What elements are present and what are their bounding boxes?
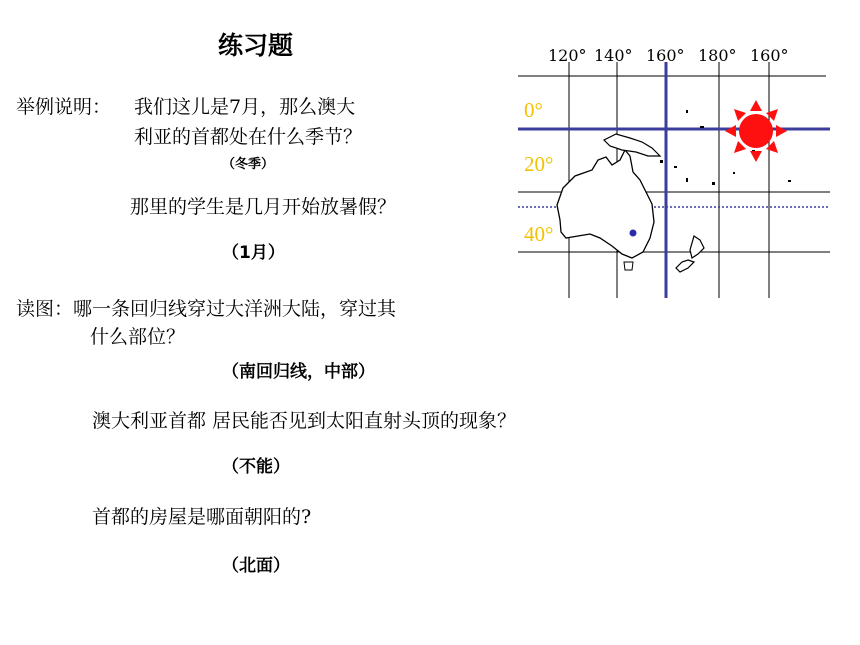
capital-dot-icon — [630, 230, 637, 237]
tasmania-landmass — [624, 262, 633, 270]
question-1-prefix: 举例说明： — [16, 96, 112, 118]
longitude-label-160w: 160° — [750, 46, 789, 65]
longitude-label-120: 120° — [548, 46, 587, 65]
question-3-line-2: 什么部位？ — [90, 326, 186, 348]
map-grid — [518, 62, 830, 298]
australia-landmass — [557, 150, 654, 258]
question-1-line-2: 利亚的首都处在什么季节？ — [134, 126, 363, 148]
answer-2: （1月） — [222, 243, 285, 263]
latitude-label-0: 0° — [524, 98, 543, 122]
new-zealand-landmass — [676, 236, 704, 272]
question-3-line-1: 读图：哪一条回归线穿过大洋洲大陆，穿过其 — [16, 298, 397, 320]
answer-1: （冬季） — [222, 157, 275, 172]
longitude-label-140: 140° — [594, 46, 633, 65]
answer-5: （北面） — [222, 556, 290, 576]
question-4: 澳大利亚首都 居民能否见到太阳直射头顶的现象？ — [92, 410, 517, 432]
latitude-label-20: 20° — [524, 152, 554, 176]
answer-4: （不能） — [222, 457, 290, 477]
longitude-label-160e: 160° — [646, 46, 685, 65]
sun-icon — [725, 100, 787, 162]
question-2: 那里的学生是几月开始放暑假？ — [130, 196, 397, 218]
question-1-line-1: 我们这儿是7月，那么澳大 — [134, 96, 356, 118]
latitude-label-40: 40° — [524, 222, 554, 246]
new-guinea-landmass — [604, 134, 660, 156]
answer-3: （南回归线，中部） — [222, 362, 375, 382]
question-5: 首都的房屋是哪面朝阳的? — [92, 506, 312, 528]
longitude-label-180: 180° — [698, 46, 737, 65]
slide-title: 练习题 — [218, 31, 294, 60]
